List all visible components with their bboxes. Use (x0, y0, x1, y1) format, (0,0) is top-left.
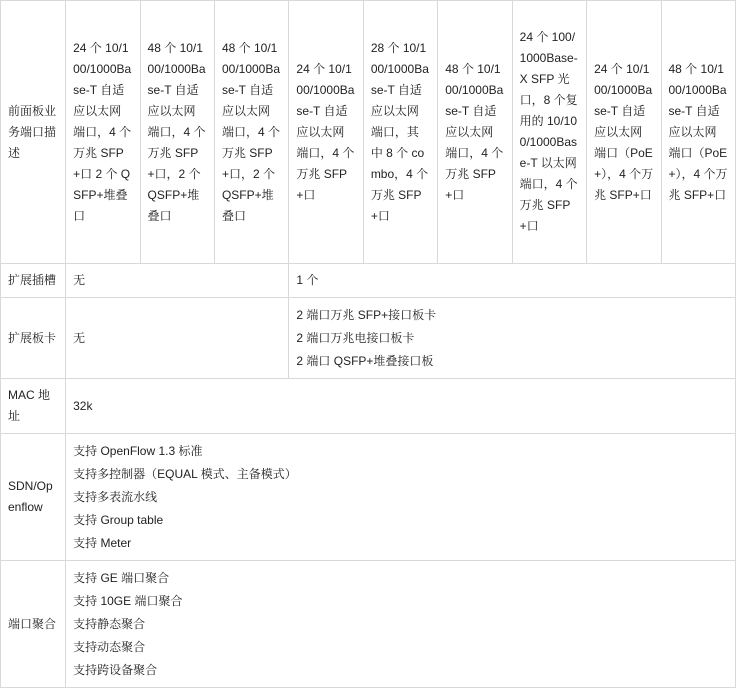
expansion-card-list (289, 298, 736, 379)
front-panel-port-cell-9: 48 个 10/100/1000Base-T 自适应以太网端口（PoE+），4 个万兆 SFP+口 (661, 1, 736, 264)
port-aggregation-item-3: 支持静态聚合 (73, 616, 146, 631)
port-aggregation-item-1: 支持 GE 端口聚合 (73, 571, 170, 586)
sdn-openflow-list (66, 434, 736, 561)
expansion-slot-right-value: 1 个 (289, 264, 736, 298)
table-row-mac-address (1, 379, 736, 434)
sdn-openflow-item-1: 支持 OpenFlow 1.3 标准 (73, 444, 203, 459)
front-panel-port-cell-1: 24 个 10/100/1000Base-T 自适应以太网端口，4 个万兆 SFP+口 2 个 QSFP+堆叠口 (66, 1, 140, 264)
row-label-front-panel-ports: 前面板业务端口描述 (1, 1, 66, 264)
port-aggregation-list (66, 561, 736, 688)
sdn-openflow-item-5: 支持 Meter (73, 535, 132, 550)
row-label-port-aggregation: 端口聚合 (1, 561, 66, 688)
port-aggregation-item-5: 支持跨设备聚合 (73, 662, 158, 677)
front-panel-port-cell-6: 48 个 10/100/1000Base-T 自适应以太网端口，4 个万兆 SFP+口 (438, 1, 512, 264)
front-panel-port-cell-3: 48 个 10/100/1000Base-T 自适应以太网端口，4 个万兆 SFP+口，2 个 QSFP+堆叠口 (214, 1, 288, 264)
sdn-openflow-item-2: 支持多控制器（EQUAL 模式、主备模式） (73, 467, 297, 482)
sdn-openflow-item-3: 支持多表流水线 (73, 489, 158, 504)
front-panel-port-cell-5: 28 个 10/100/1000Base-T 自适应以太网端口，其中 8 个 combo，4 个万兆 SFP+口 (363, 1, 437, 264)
front-panel-port-cell-8: 24 个 10/100/1000Base-T 自适应以太网端口（PoE+），4 个万兆 SFP+口 (587, 1, 661, 264)
front-panel-port-cell-2: 48 个 10/100/1000Base-T 自适应以太网端口，4 个万兆 SFP+口，2 个 QSFP+堆叠口 (140, 1, 214, 264)
expansion-card-left-value: 无 (66, 298, 289, 379)
port-aggregation-item-4: 支持动态聚合 (73, 639, 146, 654)
table-row-expansion-slot (1, 264, 736, 298)
table-row-port-aggregation (1, 561, 736, 688)
table-row-expansion-card (1, 298, 736, 379)
expansion-card-item-2: 2 端口万兆电接口板卡 (296, 330, 415, 345)
row-label-sdn-openflow: SDN/Openflow (1, 434, 66, 561)
expansion-card-item-3: 2 端口 QSFP+堆叠接口板 (296, 353, 434, 368)
front-panel-port-cell-4: 24 个 10/100/1000Base-T 自适应以太网端口，4 个万兆 SFP+口 (289, 1, 363, 264)
port-aggregation-item-2: 支持 10GE 端口聚合 (73, 594, 183, 609)
mac-address-value: 32k (66, 379, 736, 434)
table-row-front-panel-ports (1, 1, 736, 264)
table-row-sdn-openflow (1, 434, 736, 561)
front-panel-port-cell-7: 24 个 100/1000Base-X SFP 光口，8 个复用的 10/100/1000Base-T 以太网端口，4 个万兆 SFP+口 (512, 1, 586, 264)
row-label-expansion-slot: 扩展插槽 (1, 264, 66, 298)
row-label-mac-address: MAC 地址 (1, 379, 66, 434)
sdn-openflow-item-4: 支持 Group table (73, 512, 164, 527)
expansion-slot-left-value: 无 (66, 264, 289, 298)
row-label-expansion-card: 扩展板卡 (1, 298, 66, 379)
expansion-card-item-1: 2 端口万兆 SFP+接口板卡 (296, 308, 437, 322)
